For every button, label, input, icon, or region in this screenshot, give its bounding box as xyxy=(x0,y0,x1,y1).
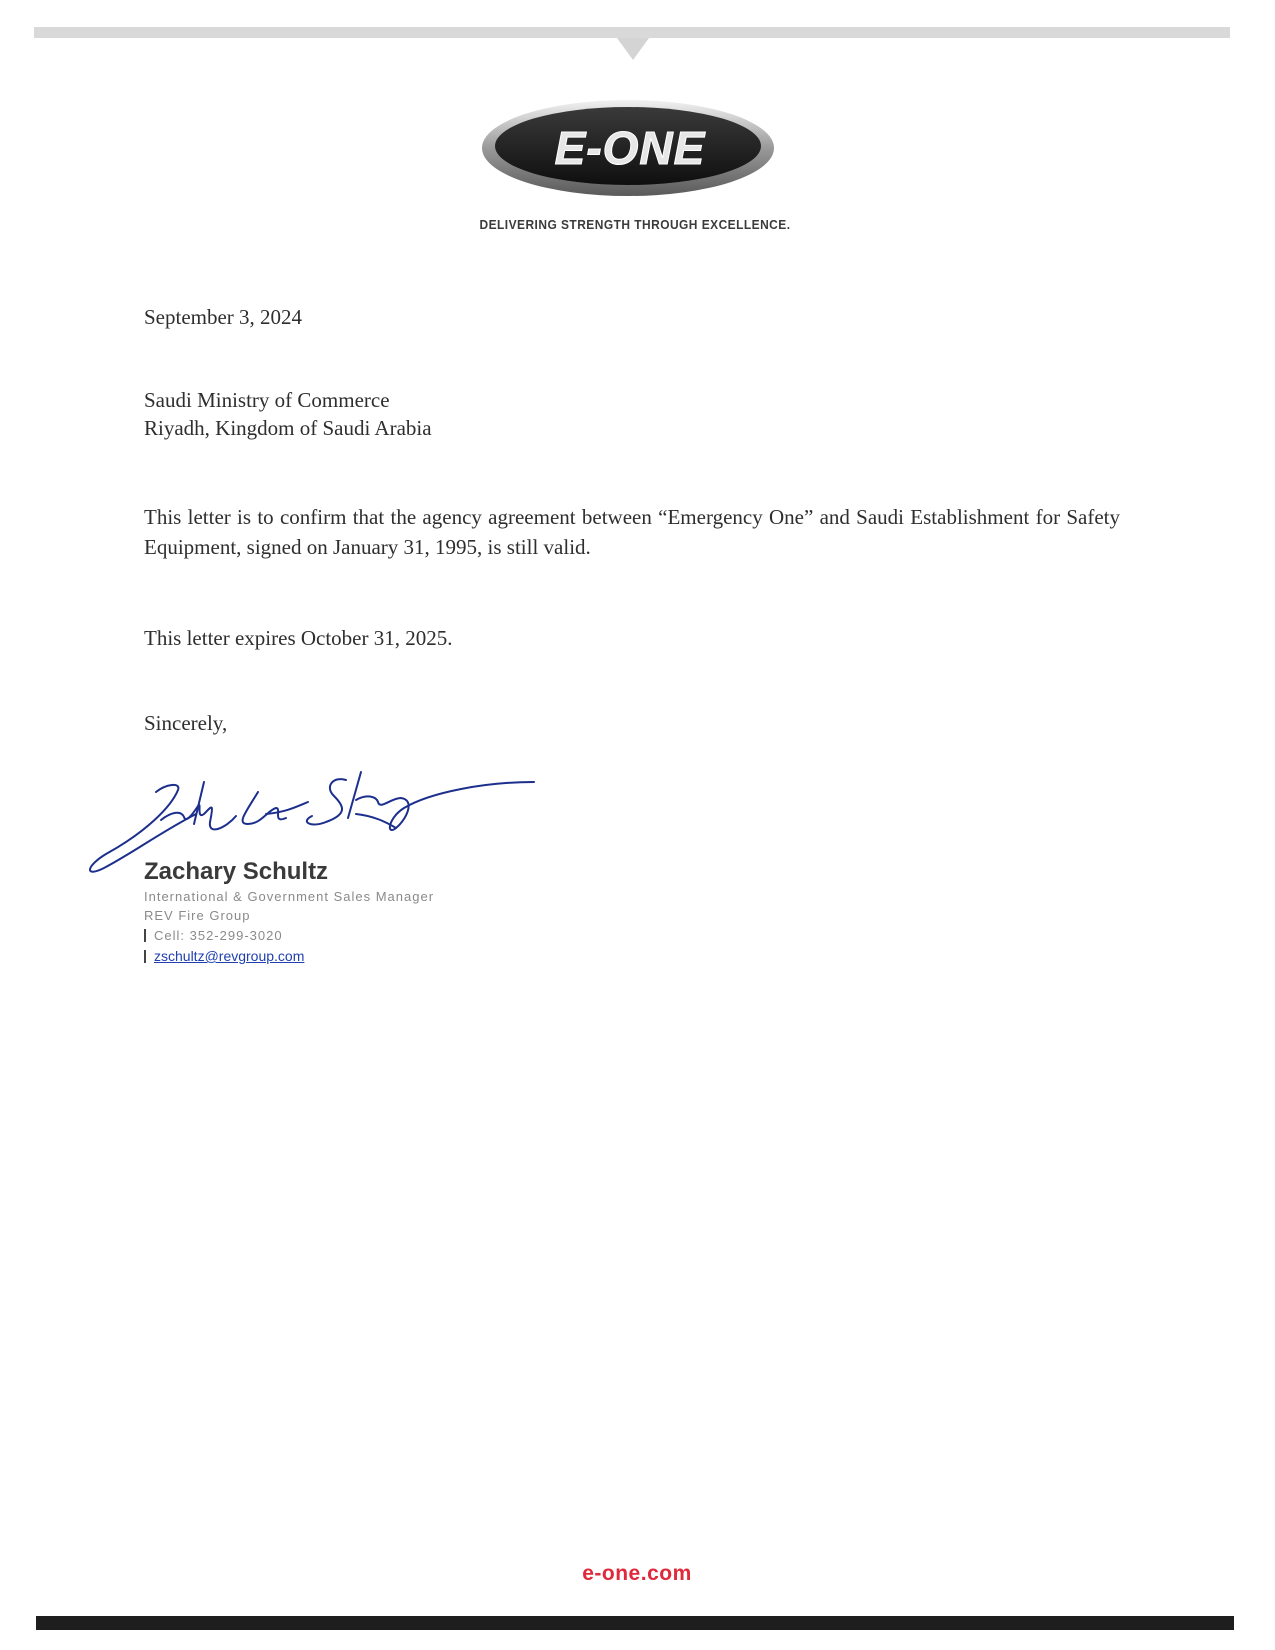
signatory-company: REV Fire Group xyxy=(144,908,251,923)
signatory-name: Zachary Schultz xyxy=(144,858,329,885)
letter-body: This letter is to confirm that the agency agreement between “Emergency One” and Saudi Establishment for Safety Equipment, signed on January 31, 1995, is still valid. xyxy=(144,505,1120,559)
top-rule-notch xyxy=(617,38,649,60)
signatory-email xyxy=(144,948,304,964)
separator-bar xyxy=(144,950,146,963)
signatory-title: International & Government Sales Manager xyxy=(144,889,435,904)
letter-closing: Sincerely, xyxy=(144,711,228,735)
footer-website: e-one.com xyxy=(582,1562,692,1585)
recipient-address xyxy=(144,386,432,442)
logo-wordmark: E-ONE xyxy=(554,122,706,174)
e-one-logo-graphic xyxy=(480,98,780,208)
recipient-line-2: Riyadh, Kingdom of Saudi Arabia xyxy=(144,416,432,440)
top-rule xyxy=(34,27,1230,38)
signatory-cell xyxy=(144,928,283,943)
e-one-logo xyxy=(480,98,780,208)
bottom-rule xyxy=(36,1616,1234,1630)
company-tagline: DELIVERING STRENGTH THROUGH EXCELLENCE. xyxy=(479,217,791,232)
cell-number: Cell: 352-299-3020 xyxy=(154,928,283,943)
letter-date: September 3, 2024 xyxy=(144,305,303,329)
recipient-line-1: Saudi Ministry of Commerce xyxy=(144,388,390,412)
email-link[interactable]: zschultz@revgroup.com xyxy=(154,948,305,964)
separator-bar xyxy=(144,929,146,942)
letter-expiry: This letter expires October 31, 2025. xyxy=(144,626,453,650)
